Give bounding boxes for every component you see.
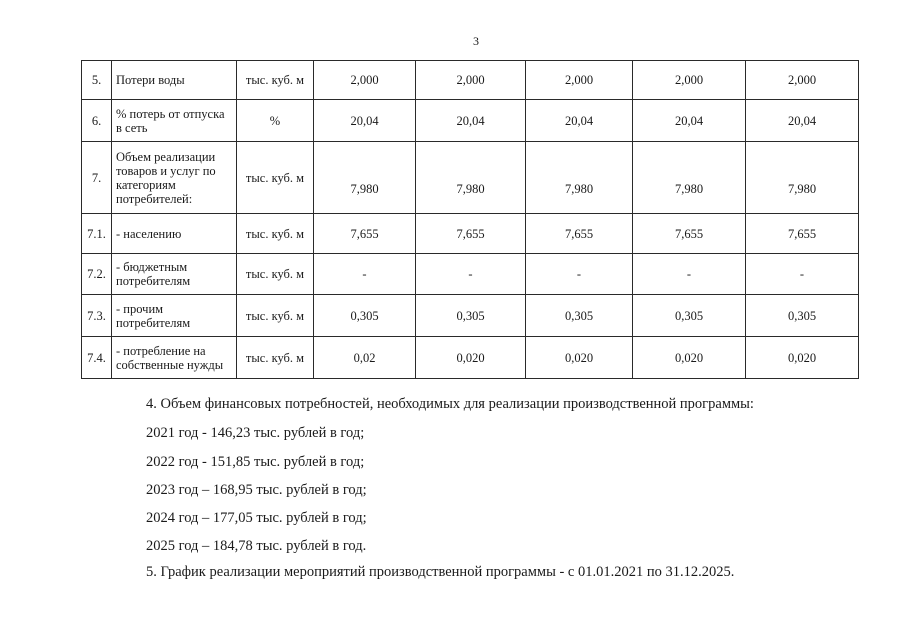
value-2022: 20,04 [416,100,526,142]
section-4-heading: 4. Объем финансовых потребностей, необходимых для реализации производственной программы: [146,396,754,412]
unit-cell: тыс. куб. м [237,295,314,337]
table-row [82,142,859,214]
unit-cell: % [237,100,314,142]
value-2025: 7,980 [746,142,859,214]
table-row [82,295,859,337]
value-2025: 2,000 [746,61,859,100]
table-row [82,100,859,142]
value-2022: 0,020 [416,337,526,379]
table-row [82,214,859,254]
table-row [82,61,859,100]
indicators-table [81,60,859,379]
value-2022: - [416,254,526,295]
indicator-name: - потребление на собственные нужды [112,337,237,379]
budget-line-2025: 2025 год – 184,78 тыс. рублей в год. [146,538,367,554]
budget-line-2023: 2023 год – 168,95 тыс. рублей в год; [146,482,367,498]
value-2025: 7,655 [746,214,859,254]
row-number: 7.2. [82,254,112,295]
row-number: 7. [82,142,112,214]
indicator-name: - населению [112,214,237,254]
value-2024: 20,04 [633,100,746,142]
unit-cell: тыс. куб. м [237,337,314,379]
value-2022: 7,980 [416,142,526,214]
value-2021: 0,02 [314,337,416,379]
budget-line-2022: 2022 год - 151,85 тыс. рублей в год; [146,454,365,470]
indicator-name: Объем реализации товаров и услуг по категориям потребителей: [112,142,237,214]
value-2021: 2,000 [314,61,416,100]
unit-cell: тыс. куб. м [237,142,314,214]
page-number: 3 [473,34,479,48]
row-number: 7.4. [82,337,112,379]
table-row [82,254,859,295]
value-2025: - [746,254,859,295]
value-2024: 0,305 [633,295,746,337]
row-number: 7.1. [82,214,112,254]
value-2023: 7,655 [526,214,633,254]
value-2021: - [314,254,416,295]
indicator-name: % потерь от отпуска в сеть [112,100,237,142]
value-2021: 0,305 [314,295,416,337]
value-2024: - [633,254,746,295]
value-2022: 7,655 [416,214,526,254]
value-2023: - [526,254,633,295]
budget-line-2021: 2021 год - 146,23 тыс. рублей в год; [146,425,365,441]
row-number: 5. [82,61,112,100]
value-2023: 0,020 [526,337,633,379]
value-2023: 20,04 [526,100,633,142]
indicator-name: - прочим потребителям [112,295,237,337]
indicator-name: - бюджетным потребителям [112,254,237,295]
value-2021: 20,04 [314,100,416,142]
value-2023: 0,305 [526,295,633,337]
value-2025: 20,04 [746,100,859,142]
indicator-name: Потери воды [112,61,237,100]
unit-cell: тыс. куб. м [237,214,314,254]
value-2023: 7,980 [526,142,633,214]
value-2024: 2,000 [633,61,746,100]
value-2021: 7,655 [314,214,416,254]
value-2021: 7,980 [314,142,416,214]
section-5-text: 5. График реализации мероприятий производственной программы - с 01.01.2021 по 31.12.2025. [146,564,735,580]
unit-cell: тыс. куб. м [237,61,314,100]
table-row [82,337,859,379]
value-2025: 0,020 [746,337,859,379]
value-2022: 2,000 [416,61,526,100]
value-2024: 7,980 [633,142,746,214]
unit-cell: тыс. куб. м [237,254,314,295]
value-2024: 0,020 [633,337,746,379]
value-2024: 7,655 [633,214,746,254]
value-2025: 0,305 [746,295,859,337]
budget-line-2024: 2024 год – 177,05 тыс. рублей в год; [146,510,367,526]
row-number: 6. [82,100,112,142]
value-2023: 2,000 [526,61,633,100]
value-2022: 0,305 [416,295,526,337]
row-number: 7.3. [82,295,112,337]
